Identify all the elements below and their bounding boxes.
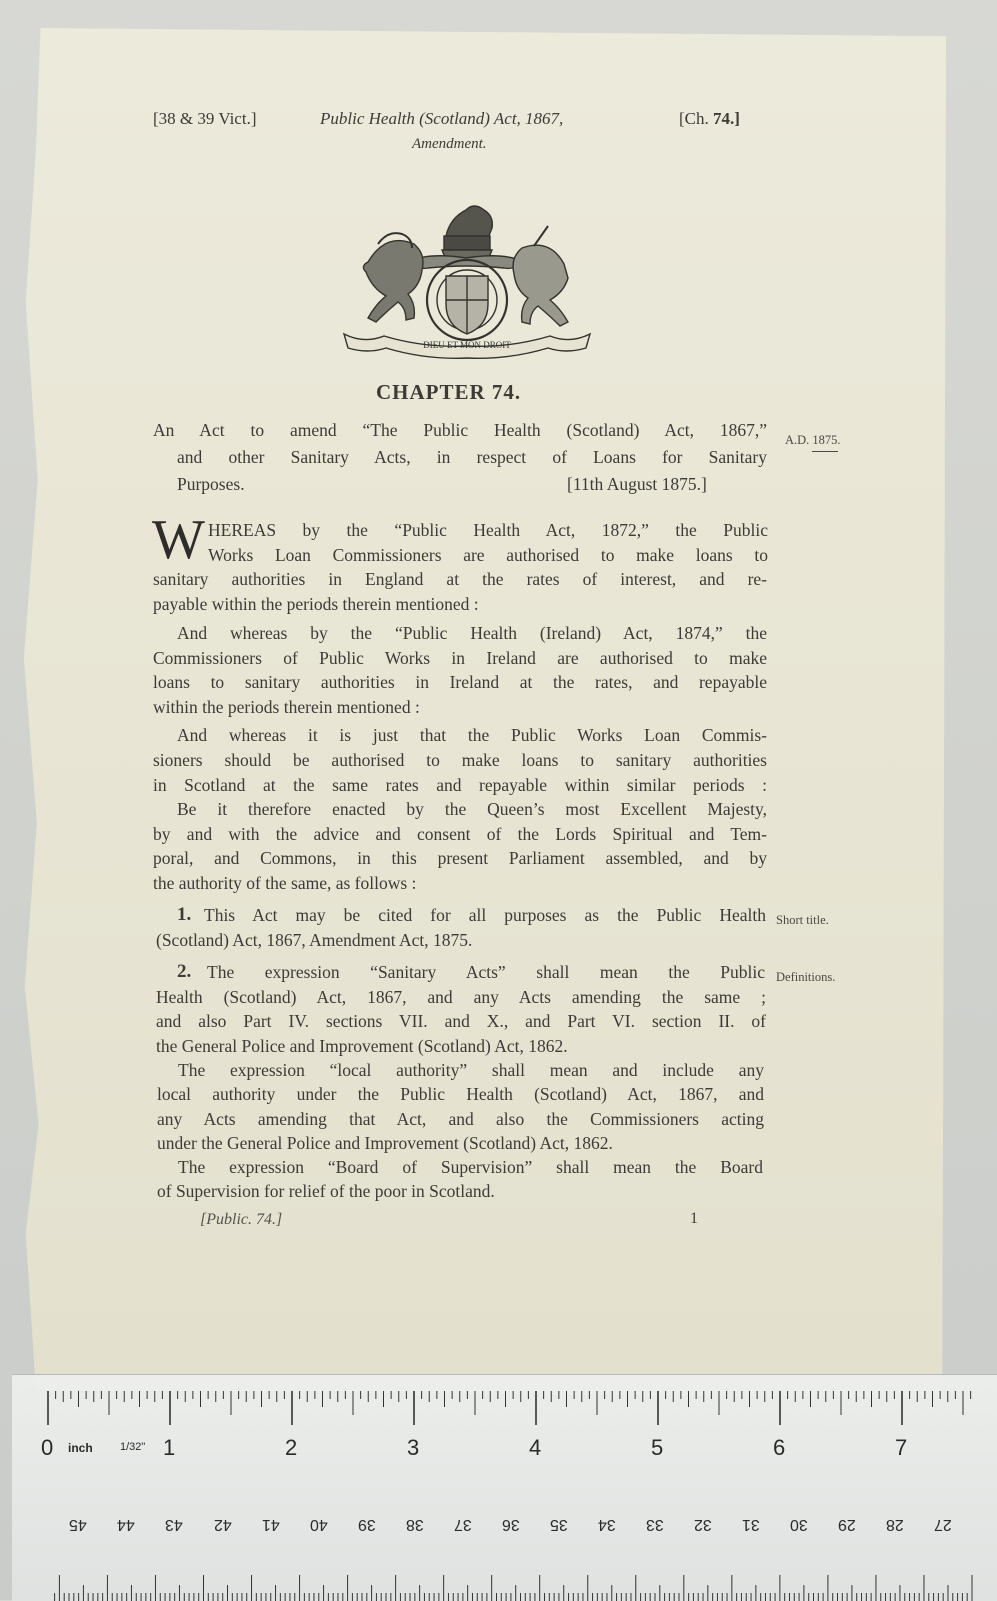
margin-short-title: Short title. [776, 913, 829, 927]
header-session: [38 & 39 Vict.] [153, 109, 257, 128]
section-2-line-2: Health (Scotland) Act, 1867, and any Acts amending the same ; [156, 987, 766, 1007]
cm-label: 41 [261, 1516, 280, 1533]
cm-label: 37 [453, 1516, 472, 1533]
cm-label: 31 [741, 1516, 760, 1533]
inch-label: 1 [163, 1435, 176, 1460]
crest-motto: DIEU ET MON DROIT [423, 340, 511, 350]
header-chapter-ref: [Ch. 74.] [679, 109, 740, 128]
cm-label: 27 [934, 1516, 952, 1533]
cm-label: 29 [837, 1516, 856, 1533]
inch-label: 2 [285, 1435, 298, 1460]
cm-label: 33 [645, 1516, 664, 1533]
preamble-p2-line-1: And whereas by the “Public Health (Ireland) Act, 1874,” the [177, 623, 767, 643]
long-title-line-1: An Act to amend “The Public Health (Scotland) Act, 1867,” [153, 420, 767, 440]
inch-label: 7 [895, 1435, 908, 1460]
preamble-p4-line-1: Be it therefore enacted by the Queen’s most Excellent Majesty, [177, 799, 767, 819]
cm-label: 43 [165, 1516, 184, 1533]
long-title-line-3: Purposes. [177, 474, 245, 494]
preamble-p4-line-4: the authority of the same, as follows : [153, 873, 417, 893]
assent-date: [11th August 1875.] [567, 474, 707, 494]
section-2b-line-3: any Acts amending that Act, and also the Commissioners acting [157, 1109, 764, 1129]
margin-year: A.D. 1875. [785, 433, 841, 447]
cm-label: 39 [357, 1516, 376, 1533]
preamble-p3-line-2: sioners should be authorised to make loans to sanitary authorities [153, 750, 767, 770]
page-number: 1 [690, 1210, 698, 1227]
preamble-p1-line-4: payable within the periods therein mentioned : [153, 594, 479, 614]
ruler-ticks [12, 1375, 997, 1601]
section-1-line-2: (Scotland) Act, 1867, Amendment Act, 1875. [156, 930, 473, 950]
cm-label: 30 [789, 1516, 808, 1533]
margin-definitions: Definitions. [776, 970, 836, 984]
section-2c-line-1: The expression “Board of Supervision” shall mean the Board [178, 1157, 763, 1177]
preamble-p4-line-2: by and with the advice and consent of the Lords Spiritual and Tem- [153, 824, 767, 844]
royal-coat-of-arms [338, 192, 596, 360]
section-2b-line-4: under the General Police and Improvement (Scotland) Act, 1862. [157, 1133, 613, 1153]
margin-rule [812, 451, 838, 452]
preamble-p2-line-4: within the periods therein mentioned : [153, 697, 420, 717]
cm-label: 32 [693, 1516, 712, 1533]
cm-label: 36 [501, 1516, 520, 1533]
section-2-line-1: The expression “Sanitary Acts” shall mean the Public [207, 962, 765, 982]
preamble-p2-line-2: Commissioners of Public Works in Ireland are authorised to make [153, 648, 767, 668]
section-2b-line-2: local authority under the Public Health (Scotland) Act, 1867, and [157, 1084, 764, 1104]
preamble-p3-line-1: And whereas it is just that the Public Works Loan Commis- [177, 725, 767, 745]
preamble-p3-line-3: in Scotland at the same rates and repayable within similar periods : [153, 775, 767, 795]
preamble-p2-line-3: loans to sanitary authorities in Ireland at the rates, and repayable [153, 672, 767, 692]
measuring-ruler [12, 1374, 997, 1601]
header-title: Public Health (Scotland) Act, 1867, [320, 109, 564, 128]
inch-label: 3 [407, 1435, 420, 1460]
inch-label: 4 [529, 1435, 542, 1460]
ruler-inch-label: inch [68, 1441, 93, 1455]
cm-label: 40 [309, 1516, 328, 1533]
section-2-line-4: the General Police and Improvement (Scotland) Act, 1862. [156, 1036, 568, 1056]
preamble-p1-line-3: sanitary authorities in England at the rates of interest, and re- [153, 569, 767, 589]
cm-label: 35 [549, 1516, 568, 1533]
chapter-heading: CHAPTER 74. [376, 380, 522, 404]
cm-label: 28 [885, 1516, 904, 1533]
preamble-p1-line-1: HEREAS by the “Public Health Act, 1872,” the Public [208, 520, 768, 540]
section-2-line-3: and also Part IV. sections VII. and X., and Part VI. section II. of [156, 1011, 766, 1031]
cm-label: 45 [69, 1516, 88, 1533]
long-title-line-2: and other Sanitary Acts, in respect of Loans for Sanitary [177, 447, 767, 467]
drop-cap: W [152, 509, 205, 571]
section-2-number: 2. [177, 961, 192, 982]
preamble-p1-line-2: Works Loan Commissioners are authorised to make loans to [208, 545, 768, 565]
cm-label: 38 [405, 1516, 424, 1533]
preamble-p4-line-3: poral, and Commons, in this present Parliament assembled, and by [153, 848, 767, 868]
inch-label: 5 [651, 1435, 664, 1460]
header-subtitle: Amendment. [412, 136, 487, 152]
footer-reference: [Public. 74.] [200, 1211, 283, 1228]
ruler-fraction-label: 1/32" [120, 1441, 146, 1453]
section-2b-line-1: The expression “local authority” shall mean and include any [178, 1060, 764, 1080]
section-1-number: 1. [177, 904, 192, 925]
cm-label: 34 [597, 1516, 616, 1533]
cm-label: 42 [213, 1516, 232, 1533]
cm-label: 44 [117, 1516, 136, 1533]
section-1-line-1: This Act may be cited for all purposes as the Public Health [204, 905, 766, 925]
inch-label: 0 [41, 1435, 54, 1460]
section-2c-line-2: of Supervision for relief of the poor in Scotland. [157, 1181, 495, 1201]
inch-label: 6 [773, 1435, 786, 1460]
